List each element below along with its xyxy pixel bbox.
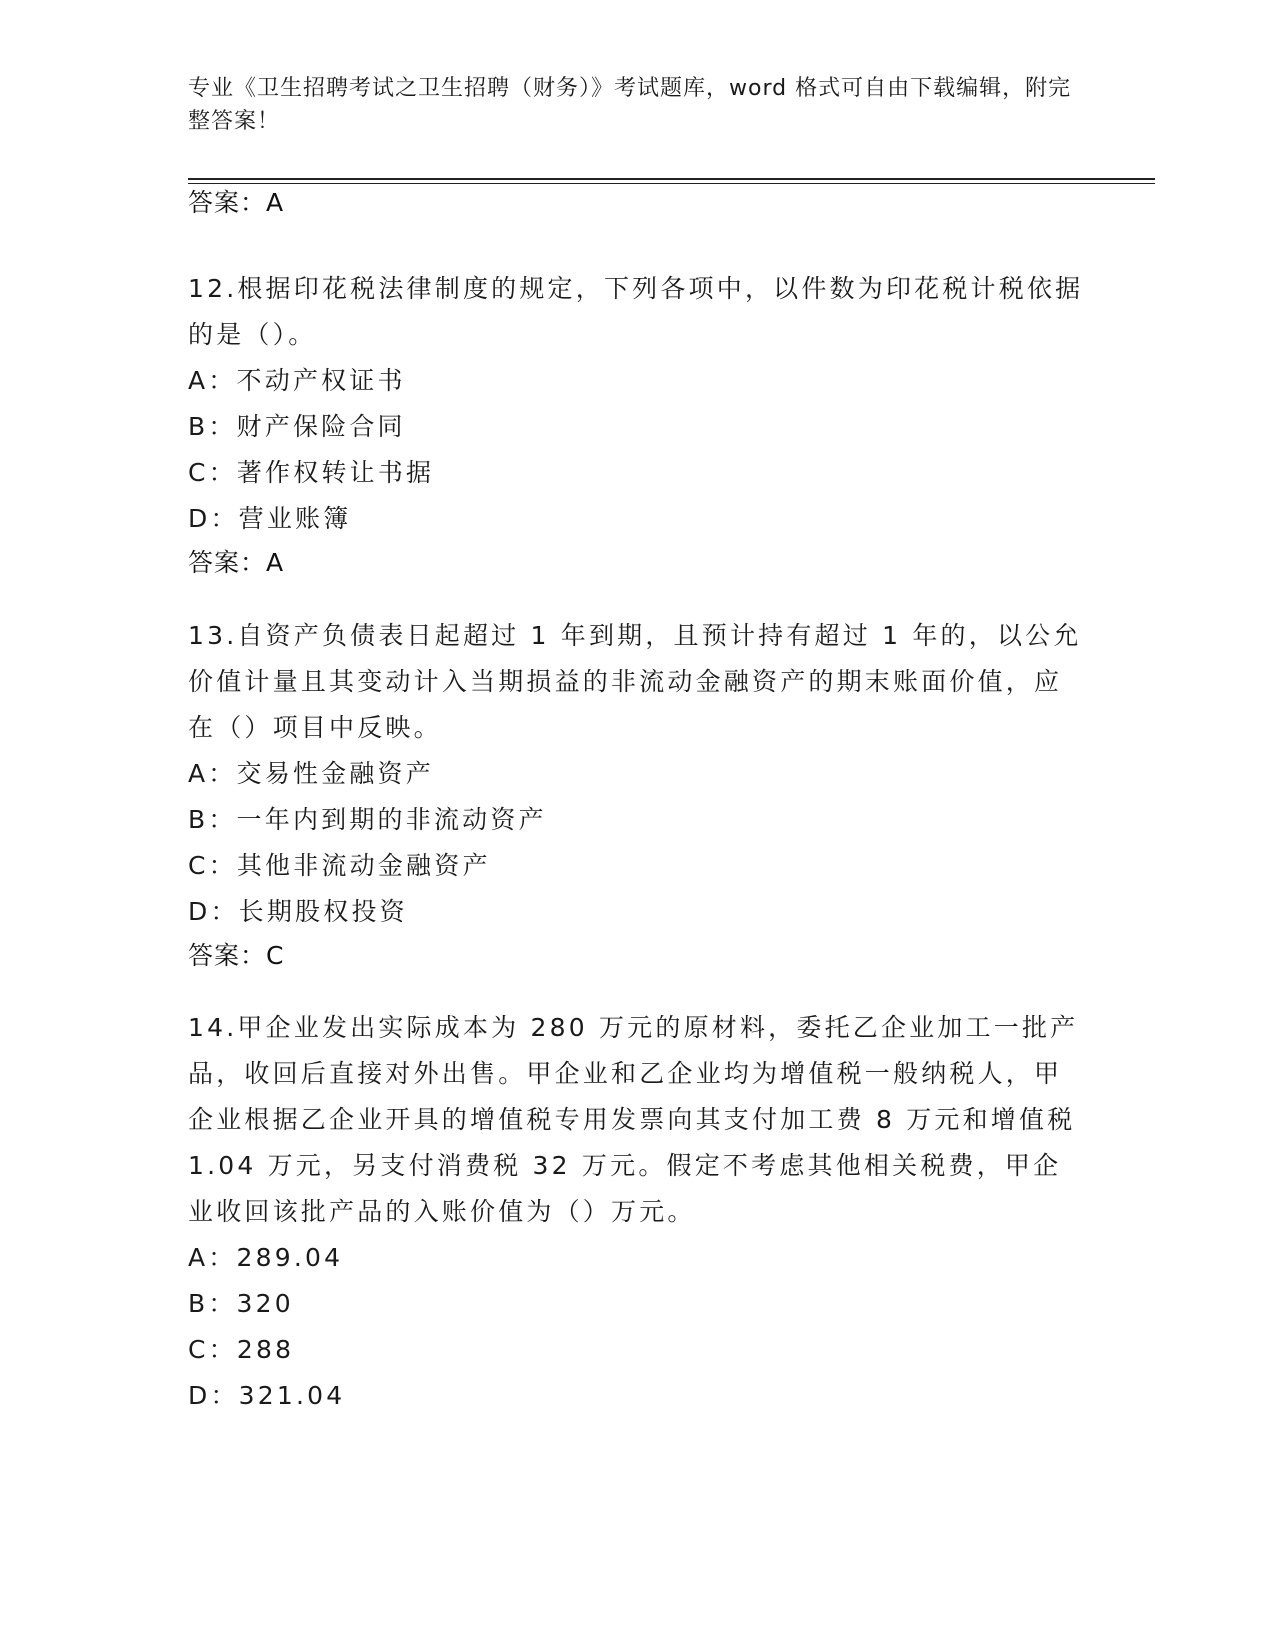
option-a: A：交易性金融资产	[188, 759, 434, 788]
header-divider-thin	[188, 183, 1155, 184]
question-14	[188, 1005, 1088, 1419]
option-d: D：321.04	[188, 1381, 346, 1410]
question-stem: 14.甲企业发出实际成本为 280 万元的原材料，委托乙企业加工一批产品，收回后直接对外出售。甲企业和乙企业均为增值税一般纳税人，甲企业根据乙企业开具的增值税专用发票向其支付加工费 8 万元和增值税 1.04 万元，另支付消费税 32 万元。假定不考虑其他相关税费，甲企业收回该批产品的入账价值为（）万元。	[188, 1013, 1079, 1226]
option-c: C：著作权转让书据	[188, 458, 435, 487]
option-a: A：289.04	[188, 1243, 344, 1272]
question-stem: 12.根据印花税法律制度的规定，下列各项中，以件数为印花税计税依据的是（）。	[188, 274, 1084, 349]
document-header: 专业《卫生招聘考试之卫生招聘（财务）》考试题库，word 格式可自由下载编辑，附完整答案！	[188, 76, 1072, 134]
question-13	[188, 613, 1088, 973]
answer-q12: 答案：A	[188, 548, 285, 577]
answer-q13: 答案：C	[188, 941, 285, 970]
option-c: C：288	[188, 1335, 295, 1364]
answer-previous: 答案：A	[188, 188, 285, 217]
option-a: A：不动产权证书	[188, 366, 406, 395]
header-divider-thick	[188, 178, 1155, 180]
option-d: D：营业账簿	[188, 504, 352, 533]
question-12	[188, 266, 1088, 580]
question-stem: 13.自资产负债表日起超过 1 年到期，且预计持有超过 1 年的，以公允价值计量且其变动计入当期损益的非流动金融资产的期末账面价值，应在（）项目中反映。	[188, 621, 1082, 742]
option-b: B：320	[188, 1289, 294, 1318]
option-b: B：财产保险合同	[188, 412, 406, 441]
option-c: C：其他非流动金融资产	[188, 851, 491, 880]
option-d: D：长期股权投资	[188, 897, 408, 926]
option-b: B：一年内到期的非流动资产	[188, 805, 547, 834]
